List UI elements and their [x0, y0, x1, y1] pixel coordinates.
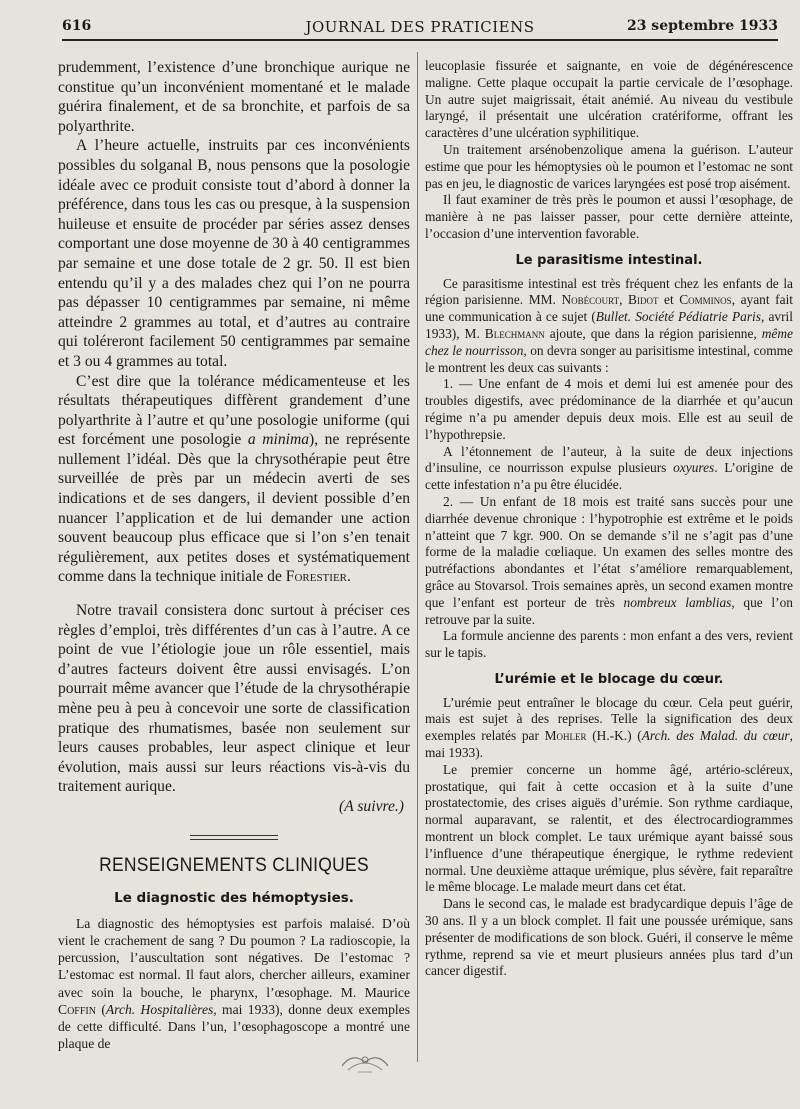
paragraph: L’urémie peut entraîner le blocage du cœur. Cela peut guérir, mais est sujet à des reprises. Telle la signification des deux exemples relatés par Mohler (H.-K.) (Arch. des Malad. du cœur, mai 1933). — [425, 694, 793, 761]
paragraph: A l’heure actuelle, instruits par ces inconvénients possibles du solganal B, nous pensons que la posologie idéale avec ce produit consiste tout d’abord à donner la préférence, dans tous les cas ou presque, à la suspension huileuse et ensuite de procéder par séries assez denses comportant une dose moyenne de 30 à 40 centigrammes par semaine et une dose totale de 2 gr. 50. Il est bien entendu qu’il y a des malades chez qui l’on ne pourra pas dépasser 10 centigrammes par semaine, ni même atteindre 2 grammes au total, et d’autres au contraire qui toléreront facilement 50 centigrammes par semaine et 3 ou 4 grammes au total. — [58, 137, 410, 370]
section-title: RENSEIGNEMENTS CLINIQUES — [99, 854, 369, 876]
paragraph: Ce parasitisme intestinal est très fréquent chez les enfants de la région parisienne. MM. Nobécourt, Bidot et Comminos, ayant fait une communication à ce sujet (Bullet. Société Pédiatrie Paris, avril 1933), M. Blechmann ajoute, que dans la région parisienne, même chez le nourrisson, on devra songer au parisitisme intestinal, comme le montrent les deux cas suivants : — [425, 275, 794, 375]
paragraph: Le premier concerne un homme âgé, artério-scléreux, prostatique, qui fait à cette occasion et à la suite d’une prostatectomie, des crises aiguës d’urémie. Son rythme cardiaque, normal auparavant, se ralentit, et des électrocardiogrammes montrent un block complet. Le taux urémique ayant baissé sous l’influence d’une thérapeutique énergique, le rythme redevient normal. Une deuxième attaque urémique, plus sévère, fait reparaître le même blocage. Le malade meurt dans cet état. — [425, 761, 793, 895]
right-column — [425, 58, 793, 1068]
paragraph: Dans le second cas, le malade est bradycardique depuis l’âge de 30 ans. Il y a un block complet. Il fait une poussée urémique, sans présenter de modifications de son block. Guéri, il conserve le même rythme, reprend sa vie et meurt plusieurs années plus tard d’un cancer digestif. — [425, 896, 793, 979]
page-number: 616 — [62, 18, 92, 34]
issue-date: 23 septembre 1933 — [626, 18, 778, 34]
article-heading: Le parasitisme intestinal. — [515, 252, 703, 268]
section-separator — [190, 835, 278, 840]
header-rule — [62, 39, 778, 41]
paragraph: C’est dire que la tolérance médicamenteuse et les résultats thérapeutiques diffèrent grandement d’une polyarthrite à l’autre et qu’une posologie uniforme (qui est forcément une posologie a minima), ne représente nullement l’idéal. Dès que la chrysothérapie peut être surveillée de près par un médecin averti de ses indications et de ses dangers, il devient possible d’en nuancer l’application et de lui demander une action souvent beaucoup plus efficace que si l’on s’en tenait régulièrement, aux petites doses et systématiquement comme dans la technique initiale de Forestier. — [58, 372, 411, 586]
article-heading: L’urémie et le blocage du cœur. — [494, 671, 724, 687]
journal-title: JOURNAL DES PRATICIENS — [305, 18, 535, 36]
page-header — [62, 14, 778, 40]
fleuron-ornament-icon — [338, 1042, 392, 1076]
paragraph: Notre travail consistera donc surtout à préciser ces règles d’emploi, très différentes d’un cas à l’autre. A ce point de vue l’étiologie joue un rôle essentiel, mais d’autres facteurs doivent être aussi envisagés. L’on pourrait même avancer que l’étude de la chrysothérapie mène peu à peu à concevoir une sorte de classification pratique des rhumatismes, basée non seulement sur leurs causes probables, leur aspect clinique et leur évolution, mais aussi sur leurs réactions vis-à-vis du traitement aurique. — [58, 602, 410, 796]
to-be-continued: (A suivre.) — [339, 797, 404, 815]
paragraph: Un traitement arsénobenzolique amena la guérison. L’auteur estime que pour les hémoptysies où le poumon et l’estomac ne sont pas en jeu, le diagnostic de varices laryngées est posé trop aisément. — [425, 141, 793, 191]
paragraph: La diagnostic des hémoptysies est parfois malaisé. D’où vient le crachement de sang ? Du poumon ? La radioscopie, la percussion, l’auscultation sont négatives. De l’estomac ? L’estomac est normal. Il faut alors, chercher ailleurs, examiner avec soin la bouche, le pharynx, l’œsophage. M. Maurice Coffin (Arch. Hospitalières, mai 1933), donne deux exemples de cette difficulté. Dans l’un, l’œsophagoscope a montré une plaque de — [58, 915, 410, 1052]
paragraph: 2. — Un enfant de 18 mois est traité sans succès pour une diarrhée devenue chronique : l’hypotrophie est extrême et le poids n’atteint que 7 kgr. 900. On se demande s’il ne s’agit pas d’une forme de la maladie cœliaque. Un examen des selles montre des putréfactions abondantes et l’état s’améliore remarquablement, grâce au Stovarsol. Trois semaines après, un second examen montre que l’enfant est porteur de très nombreux lamblias, que l’on retrouve par la suite. — [425, 493, 793, 627]
left-column — [58, 58, 410, 1068]
paragraph: Il faut examiner de très près le poumon et aussi l’œsophage, de manière à ne pas laisser passer, pour cette dernière atteinte, l’occasion d’une intervention favorable. — [425, 192, 793, 241]
paragraph: La formule ancienne des parents : mon enfant a des vers, revient sur le tapis. — [425, 628, 793, 661]
paragraph: 1. — Une enfant de 4 mois et demi lui est amenée pour des troubles digestifs, avec prédominance de la diarrhée et qu’aucun régime n’a pu amender depuis deux mois. Elle est au seuil de l’hypothrepsie. — [425, 376, 793, 442]
paragraph: prudemment, l’existence d’une bronchique aurique ne constitue qu’un inconvénient momentané et le malade guérira finalement, et de sa bronchite, et parfois de sa polyarthrite. — [58, 59, 410, 135]
article-heading: Le diagnostic des hémoptysies. — [114, 890, 354, 907]
paragraph: A l’étonnement de l’auteur, à la suite de deux injections d’insuline, ce nourrisson expulse plusieurs oxyures. L’origine de cette infestation n’a pu être élucidée. — [425, 443, 793, 493]
column-divider — [417, 52, 418, 1062]
paragraph: leucoplasie fissurée et saignante, en voie de dégénérescence maligne. Cette plaque occupait la partie cervicale de l’œsophage. Un autre sujet maigrissait, était anémié. Au niveau du vestibule laryngé, il présentait une ulcération cratériforme, offrant les caractères d’une ulcération syphilitique. — [425, 58, 793, 141]
